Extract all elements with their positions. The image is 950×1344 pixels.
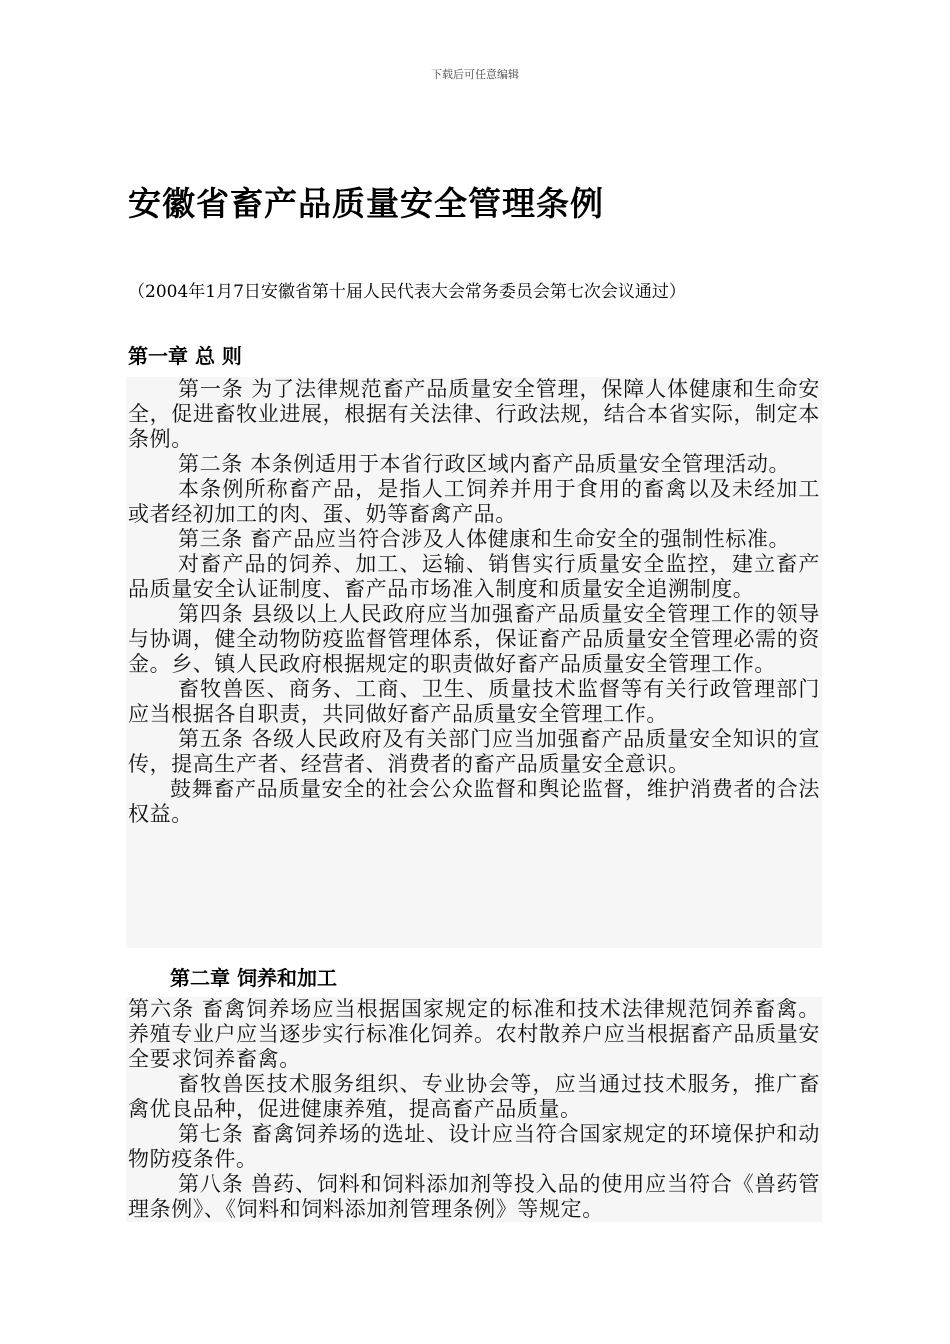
article-5: 第五条 各级人民政府及有关部门应当加强畜产品质量安全知识的宣传，提高生产者、经营者、消费者的畜产品质量安全意识。 <box>128 727 820 776</box>
article-8: 第八条 兽药、饲料和饲料添加剂等投入品的使用应当符合《兽药管理条例》、《饲料和饲料添加剂管理条例》等规定。 <box>128 1172 820 1221</box>
article-5-para-2: 鼓舞畜产品质量安全的社会公众监督和舆论监督，维护消费者的合法权益。 <box>128 777 820 826</box>
article-7: 第七条 畜禽饲养场的选址、设计应当符合国家规定的环境保护和动物防疫条件。 <box>128 1122 820 1171</box>
chapter-2-heading: 第二章 饲养和加工 <box>170 966 337 990</box>
article-1: 第一条 为了法律规范畜产品质量安全管理，保障人体健康和生命安全，促进畜牧业进展，根据有关法律、行政法规，结合本省实际，制定本条例。 <box>128 377 820 451</box>
article-2: 第二条 本条例适用于本省行政区域内畜产品质量安全管理活动。 <box>178 452 791 476</box>
article-4-para-2: 畜牧兽医、商务、工商、卫生、质量技术监督等有关行政管理部门应当根据各自职责，共同做好畜产品质量安全管理工作。 <box>128 677 820 726</box>
document-title: 安徽省畜产品质量安全管理条例 <box>128 184 604 223</box>
header-note: 下载后可任意编辑 <box>431 68 519 81</box>
article-2-para-2: 本条例所称畜产品，是指人工饲养并用于食用的畜禽以及未经加工或者经初加工的肉、蛋、奶等畜禽产品。 <box>128 477 820 526</box>
article-4: 第四条 县级以上人民政府应当加强畜产品质量安全管理工作的领导与协调，健全动物防疫监督管理体系，保证畜产品质量安全管理必需的资金。乡、镇人民政府根据规定的职责做好畜产品质量安全管理工作。 <box>128 602 820 676</box>
article-6: 第六条 畜禽饲养场应当根据国家规定的标准和技术法律规范饲养畜禽。养殖专业户应当逐步实行标准化饲养。农村散养户应当根据畜产品质量安全要求饲养畜禽。 <box>128 997 820 1071</box>
article-3-para-2: 对畜产品的饲养、加工、运输、销售实行质量安全监控，建立畜产品质量安全认证制度、畜产品市场准入制度和质量安全追溯制度。 <box>128 552 820 601</box>
chapter-1-body <box>126 377 822 948</box>
chapter-2-body <box>126 997 822 1222</box>
chapter-1-heading: 第一章 总 则 <box>128 344 242 368</box>
document-subtitle: （2004年1月7日安徽省第十届人民代表大会常务委员会第七次会议通过） <box>128 282 686 302</box>
article-6-para-2: 畜牧兽医技术服务组织、专业协会等，应当通过技术服务，推广畜禽优良品种，促进健康养殖，提高畜产品质量。 <box>128 1072 820 1121</box>
article-3: 第三条 畜产品应当符合涉及人体健康和生命安全的强制性标准。 <box>178 527 791 551</box>
